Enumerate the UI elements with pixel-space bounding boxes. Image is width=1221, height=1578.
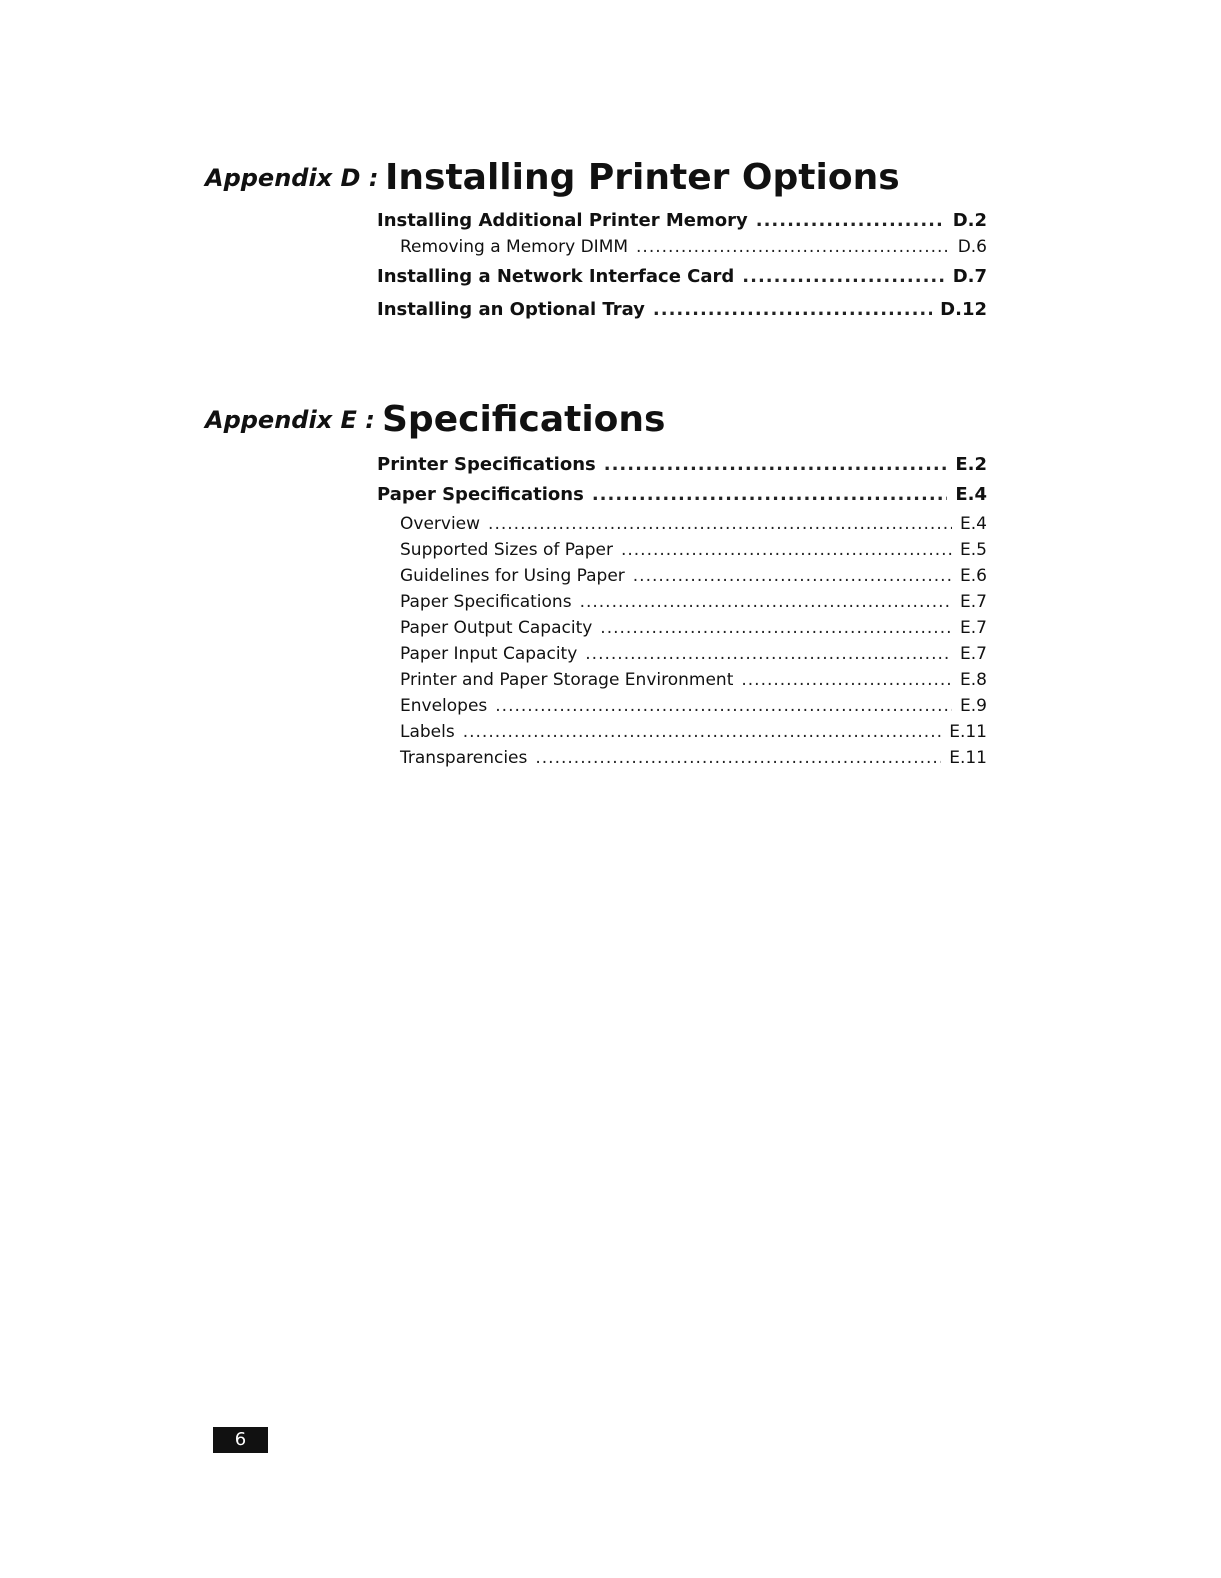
- toc-dot-leader: [636, 234, 950, 260]
- toc-entry[interactable]: [377, 511, 987, 537]
- toc-entry-label: Printer Specifications: [377, 454, 596, 475]
- toc-dot-leader: [592, 478, 948, 511]
- page-number: 6: [213, 1427, 268, 1453]
- toc-entry[interactable]: [377, 641, 987, 667]
- appendix-d-prefix: Appendix D :: [205, 164, 379, 192]
- toc-entry-page: D.6: [957, 237, 987, 257]
- toc-entry[interactable]: [377, 208, 987, 234]
- toc-entry-label: Labels: [400, 722, 455, 742]
- toc-entry[interactable]: [377, 537, 987, 563]
- toc-entry-page: D.7: [952, 266, 987, 287]
- toc-entry-page: E.5: [960, 540, 987, 560]
- toc-entry-page: E.8: [960, 670, 987, 690]
- toc-entry[interactable]: [377, 234, 987, 260]
- toc-entry-label: Paper Output Capacity: [400, 618, 593, 638]
- toc-entry[interactable]: [377, 615, 987, 641]
- toc-dot-leader: [580, 589, 952, 615]
- toc-entry-label: Installing Additional Printer Memory: [377, 210, 748, 231]
- appendix-e-heading: [205, 392, 995, 442]
- toc-dot-leader: [653, 293, 932, 326]
- toc-entry-label: Overview: [400, 514, 481, 534]
- toc-entry-label: Envelopes: [400, 696, 488, 716]
- appendix-d-title: Installing Printer Options: [385, 157, 900, 198]
- toc-dot-leader: [741, 667, 952, 693]
- appendix-e-title: Specifications: [382, 399, 666, 440]
- appendix-d-toc: [377, 208, 987, 326]
- toc-entry-label: Removing a Memory DIMM: [400, 237, 629, 257]
- appendix-d-heading: [205, 150, 995, 200]
- toc-dot-leader: [742, 260, 944, 293]
- toc-entry[interactable]: [377, 745, 987, 771]
- toc-entry-label: Guidelines for Using Paper: [400, 566, 625, 586]
- toc-entry-page: D.2: [952, 210, 987, 231]
- toc-dot-leader: [463, 719, 942, 745]
- toc-entry-page: E.9: [960, 696, 987, 716]
- toc-entry[interactable]: [377, 719, 987, 745]
- toc-entry[interactable]: [377, 589, 987, 615]
- toc-entry[interactable]: [377, 260, 987, 293]
- appendix-d-section: [205, 150, 995, 320]
- toc-entry-label: Paper Specifications: [377, 484, 584, 505]
- toc-entry-page: E.4: [960, 514, 987, 534]
- toc-entry[interactable]: [377, 452, 987, 478]
- toc-dot-leader: [604, 452, 948, 478]
- toc-entry-page: E.11: [949, 748, 987, 768]
- toc-entry-page: E.4: [955, 484, 987, 505]
- toc-entry-label: Installing an Optional Tray: [377, 299, 645, 320]
- toc-entry[interactable]: [377, 693, 987, 719]
- toc-dot-leader: [756, 208, 945, 234]
- toc-dot-leader: [488, 511, 952, 537]
- toc-entry-page: E.2: [955, 454, 987, 475]
- toc-entry[interactable]: [377, 563, 987, 589]
- toc-entry[interactable]: [377, 667, 987, 693]
- toc-entry-label: Transparencies: [400, 748, 528, 768]
- toc-entry-page: D.12: [940, 299, 987, 320]
- toc-entry-page: E.11: [949, 722, 987, 742]
- toc-entry-page: E.7: [960, 592, 987, 612]
- toc-dot-leader: [600, 615, 952, 641]
- appendix-e-toc: [377, 452, 987, 771]
- toc-entry[interactable]: [377, 478, 987, 511]
- toc-entry-label: Printer and Paper Storage Environment: [400, 670, 734, 690]
- toc-entry-label: Supported Sizes of Paper: [400, 540, 613, 560]
- toc-entry-label: Paper Input Capacity: [400, 644, 578, 664]
- appendix-e-section: [205, 392, 995, 768]
- appendix-e-prefix: Appendix E :: [205, 406, 375, 434]
- toc-dot-leader: [621, 537, 952, 563]
- toc-entry[interactable]: [377, 293, 987, 326]
- toc-dot-leader: [633, 563, 952, 589]
- toc-dot-leader: [495, 693, 952, 719]
- toc-entry-page: E.7: [960, 618, 987, 638]
- toc-dot-leader: [585, 641, 952, 667]
- toc-entry-label: Installing a Network Interface Card: [377, 266, 735, 287]
- toc-entry-page: E.7: [960, 644, 987, 664]
- toc-entry-page: E.6: [960, 566, 987, 586]
- toc-dot-leader: [535, 745, 941, 771]
- toc-entry-label: Paper Specifications: [400, 592, 572, 612]
